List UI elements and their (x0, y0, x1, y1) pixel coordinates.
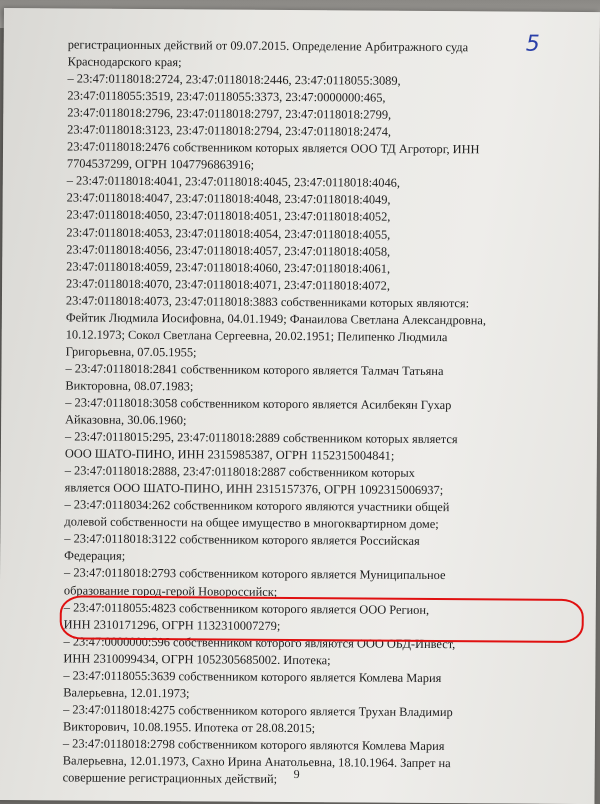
text-line: – 23:47:0118018:2724, 23:47:0118018:2446, 23:47:0118055:3089, (67, 71, 401, 88)
red-highlight-ellipse (60, 595, 584, 643)
text-line: Федерация; (64, 548, 126, 564)
text-line: Краснодарского края; (67, 54, 182, 70)
text-line: 23:47:0118018:4056, 23:47:0118018:4057, 23:47:0118018:4058, (66, 242, 391, 259)
text-line: – 23:47:0118055:3639 собственником которого является Комлева Мария (63, 668, 442, 685)
text-line: Викторовна, 08.07.1983; (65, 378, 194, 394)
text-line: Валерьевна, 12.01.1973, Сахно Ирина Анатольевна, 18.10.1964. Запрет на (62, 753, 451, 771)
text-line: 23:47:0118055:3519, 23:47:0118055:3373, 23:47:0000000:465, (67, 88, 386, 105)
text-line: Айказовна, 30.06.1960; (65, 412, 187, 428)
text-line: 23:47:0118018:2796, 23:47:0118018:2797, 23:47:0118018:2799, (67, 105, 392, 122)
text-line: 23:47:0118018:4070, 23:47:0118018:4071, 23:47:0118018:4072, (66, 276, 391, 293)
text-line: – 23:47:0118018:3058 собственником которого является Асилбекян Гухар (65, 395, 452, 413)
text-line: Фейтик Людмила Иосифовна, 04.01.1949; Фанаилова Светлана Александровна, (65, 310, 487, 328)
text-line: 23:47:0118018:2476 собственником которых является ООО ТД Агроторг, ИНН (66, 139, 480, 157)
text-line: – 23:47:0118015:295, 23:47:0118018:2889 собственником которых является (64, 429, 458, 447)
text-line: 23:47:0118018:4053, 23:47:0118018:4054, 23:47:0118018:4055, (66, 224, 391, 242)
text-line: 10.12.1973; Сокол Светлана Сергеевна, 20.02.1951; Пелипенко Людмила (65, 327, 448, 344)
text-line: – 23:47:0118055:4823 собственником которого является ООО Регион, (63, 599, 430, 617)
text-line: 23:47:0118018:4073, 23:47:0118018:3883 собственниками которых являются: (65, 293, 470, 310)
text-line: является ООО ШАТО-ПИНО, ИНН 2315157376, ОГРН 1092315006937; (64, 480, 444, 498)
text-line: – 23:47:0118018:2798 собственником которого являются Комлева Мария (62, 736, 445, 754)
text-line-highlighted: – 23:47:0000000:596 собственником которого являются ООО ОБД-Инвест, (63, 634, 456, 651)
text-line: – 23:47:0118034:262 собственником которого являются участники общей (64, 497, 450, 515)
text-line: 23:47:0118018:4050, 23:47:0118018:4051, 23:47:0118018:4052, (66, 207, 391, 225)
text-line: Валерьевна, 12.01.1973; (63, 685, 190, 701)
text-line: ИНН 2310171296, ОГРН 1132310007279; (63, 617, 281, 633)
text-line: – 23:47:0118018:2888, 23:47:0118018:2887 собственником которых (64, 463, 415, 481)
document-body (63, 36, 568, 790)
text-line: образование город-герой Новороссийск; (63, 582, 278, 599)
text-line: совершение регистрационных действий; (62, 770, 278, 786)
text-line: – 23:47:0118018:2793 собственником которого является Муниципальное (64, 565, 446, 583)
document-page (0, 8, 600, 804)
text-line: долевой собственности на общее имущество в многоквартирном доме; (64, 514, 439, 532)
page-footer-number: 9 (293, 767, 300, 782)
text-line: Викторович, 10.08.1955. Ипотека от 28.08.2015; (62, 719, 316, 736)
handwritten-page-number: 5 (525, 31, 540, 57)
text-line-highlighted: ИНН 2310099434, ОГРН 1052305685002. Ипотека; (63, 651, 331, 667)
text-line: 23:47:0118018:4059, 23:47:0118018:4060, 23:47:0118018:4061, (66, 259, 391, 276)
text-line: регистрационных действий от 09.07.2015. Определение Арбитражного суда (67, 37, 469, 55)
text-line: – 23:47:0118018:4275 собственником которого является Трухан Владимир (63, 702, 453, 719)
text-line: – 23:47:0118018:2841 собственником которого является Талмач Татьяна (65, 361, 444, 378)
text-line: – 23:47:0118018:3122 собственником которого является Российская (64, 531, 420, 549)
text-line: – 23:47:0118018:4041, 23:47:0118018:4045, 23:47:0118018:4046, (66, 173, 401, 191)
text-line: 7704537299, ОГРН 1047796863916; (66, 156, 255, 173)
text-line: 23:47:0118018:3123, 23:47:0118018:2794, 23:47:0118018:2474, (67, 122, 392, 139)
text-line: ООО ШАТО-ПИНО, ИНН 2315985387, ОГРН 1152315004841; (64, 446, 395, 463)
text-line: 23:47:0118018:4047, 23:47:0118018:4048, 23:47:0118018:4049, (66, 190, 391, 208)
text-line: Григорьевна, 07.05.1955; (65, 344, 197, 360)
